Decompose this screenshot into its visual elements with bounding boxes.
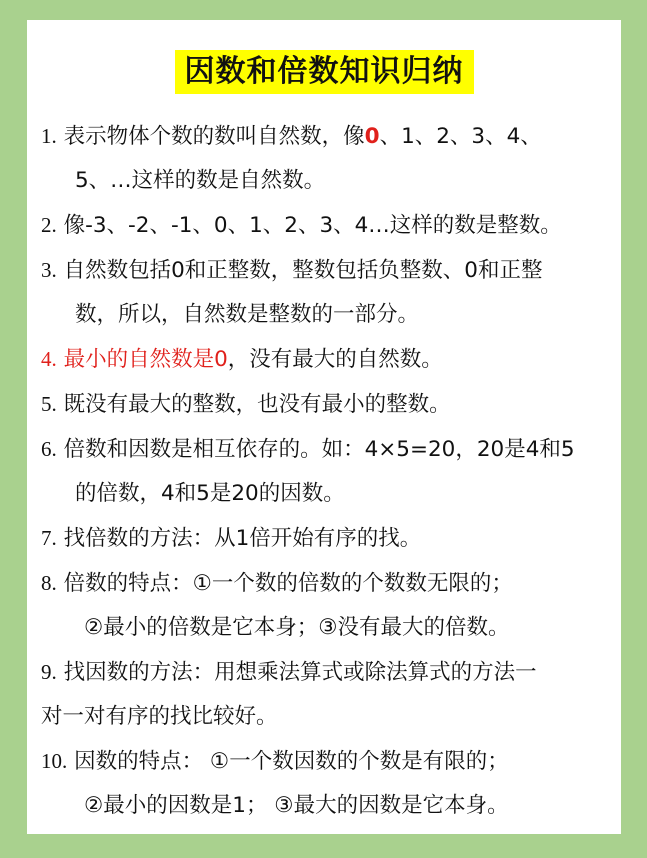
item-text: 倍数和因数是相互依存的。如：4×5=20，20是4和5 <box>63 437 575 462</box>
item-number: 1. <box>41 124 57 148</box>
page-title: 因数和倍数知识归纳 <box>175 50 474 94</box>
item-text: 像-3、-2、-1、0、1、2、3、4…这样的数是整数。 <box>63 213 562 238</box>
item-number: 6. <box>41 437 57 461</box>
list-item-7 <box>41 516 617 561</box>
item-number: 10. <box>41 749 68 773</box>
item-text: 表示物体个数的数叫自然数，像 <box>63 124 365 149</box>
item-text: 既没有最大的整数，也没有最小的整数。 <box>63 392 451 417</box>
list-item-6 <box>41 427 617 516</box>
knowledge-list <box>41 114 617 828</box>
item-number: 2. <box>41 213 57 237</box>
list-item-2 <box>41 203 617 248</box>
item-number: 3. <box>41 258 57 282</box>
item-continuation: 的倍数，4和5是20的因数。 <box>75 481 345 506</box>
item-number: 7. <box>41 526 57 550</box>
item-continuation: ②最小的倍数是它本身；③没有最大的倍数。 <box>84 615 510 640</box>
item-text: 找倍数的方法：从1倍开始有序的找。 <box>63 526 422 551</box>
content-card <box>27 20 621 834</box>
list-item-8 <box>41 561 617 650</box>
item-text: 倍数的特点：①一个数的倍数的个数数无限的； <box>63 571 513 596</box>
item-text: 找因数的方法：用想乘法算式或除法算式的方法一 <box>63 660 537 685</box>
item-text: 自然数包括0和正整数，整数包括负整数、0和正整 <box>63 258 543 283</box>
item-highlight: 0 <box>364 124 380 149</box>
item-text: 、1、2、3、4、 <box>379 124 542 149</box>
item-continuation: 对一对有序的找比较好。 <box>41 704 278 729</box>
item-number: 9. <box>41 660 57 684</box>
list-item-1 <box>41 114 617 203</box>
list-item-9 <box>41 650 617 739</box>
list-item-4 <box>41 337 617 382</box>
item-text: 因数的特点： ①一个数因数的个数是有限的； <box>74 749 509 774</box>
item-number: 8. <box>41 571 57 595</box>
list-item-5 <box>41 382 617 427</box>
item-number: 4. <box>41 347 57 371</box>
item-text: ，没有最大的自然数。 <box>227 347 443 372</box>
item-continuation: ②最小的因数是1； ③最大的因数是它本身。 <box>84 793 509 818</box>
item-continuation: 5、…这样的数是自然数。 <box>75 168 326 193</box>
item-highlight: 最小的自然数是0 <box>63 347 228 372</box>
item-number: 5. <box>41 392 57 416</box>
item-continuation: 数，所以，自然数是整数的一部分。 <box>75 302 420 327</box>
list-item-3 <box>41 248 617 337</box>
list-item-10 <box>41 739 617 828</box>
